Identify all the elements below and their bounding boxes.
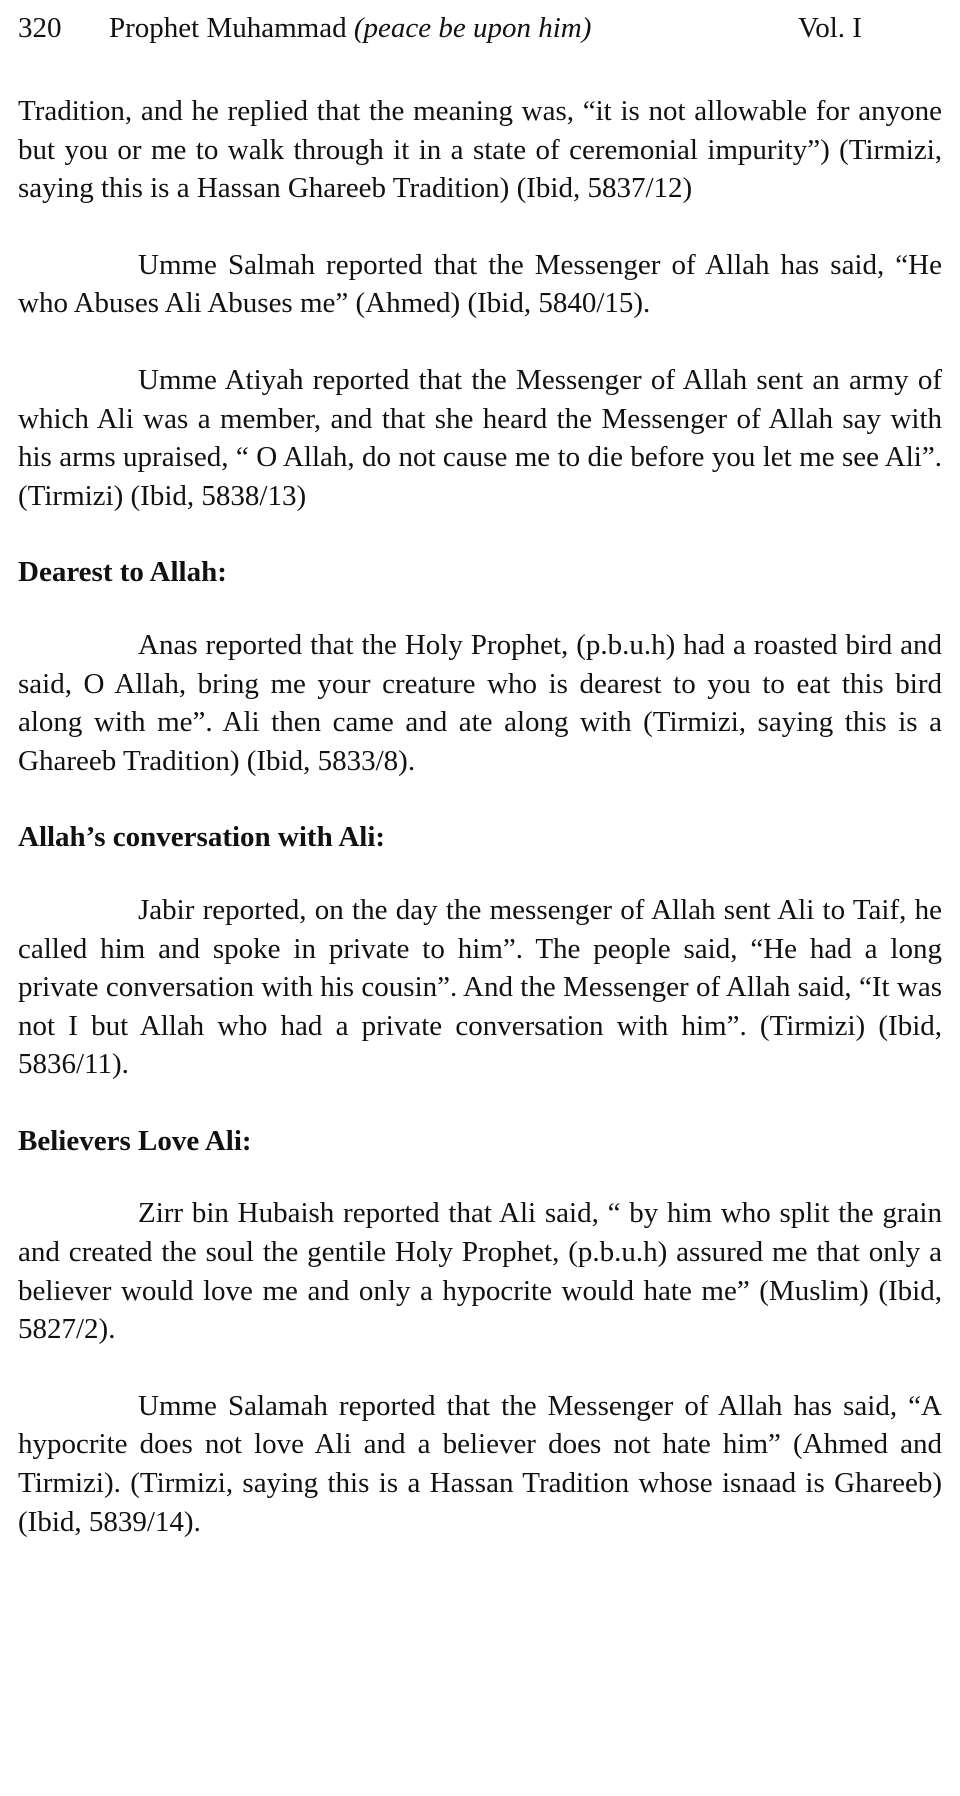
book-page: [18, 0, 942, 1796]
book-title-qualifier: (peace be upon him): [353, 12, 592, 44]
body-text: [18, 92, 942, 1579]
book-title: [109, 6, 591, 50]
paragraph-jabir: Jabir reported, on the day the messenger of Allah sent Ali to Taif, he called him and spoke in private to him”. The people said, “He had a long private conversation with his cousin”. And the Messenger of Allah said, “It was not I but Allah who had a private conversation with him”. (Tirmizi) (Ibid, 5836/11).: [18, 893, 942, 1081]
running-header: [18, 6, 942, 50]
paragraph-zirr-bin-hubaish: Zirr bin Hubaish reported that Ali said, “ by him who split the grain and created the soul the gentile Holy Prophet, (p.b.u.h) assured me that only a believer would love me and only a hypocrite would hate me” (Muslim) (Ibid, 5827/2).: [18, 1197, 942, 1346]
page-number: 320: [18, 12, 62, 44]
section-heading-allahs-conversation: Allah’s conversation with Ali:: [18, 821, 386, 854]
paragraph-umme-salmah: Umme Salmah reported that the Messenger of Allah has said, “He who Abuses Ali Abuses me” (Ahmed) (Ibid, 5840/15).: [18, 248, 942, 320]
section-heading-dearest-to-allah: Dearest to Allah:: [18, 556, 227, 589]
volume-label: Vol. I: [798, 12, 862, 44]
section-heading-believers-love-ali: Believers Love Ali:: [18, 1124, 252, 1157]
paragraph-umme-salamah: Umme Salamah reported that the Messenger of Allah has said, “A hypocrite does not love Ali and a believer does not hate him” (Ahmed and Tirmizi). (Tirmizi, saying this is a Hassan Tradition whose isnaad is Ghareeb) (Ibid, 5839/14).: [18, 1389, 942, 1538]
paragraph-anas: Anas reported that the Holy Prophet, (p.b.u.h) had a roasted bird and said, O Allah, bring me your creature who is dearest to you to eat this bird along with me”. Ali then came and ate along with (Tirmizi, saying this is a Ghareeb Tradition) (Ibid, 5833/8).: [18, 628, 942, 777]
book-title-main: Prophet Muhammad: [109, 12, 347, 44]
paragraph-umme-atiyah: Umme Atiyah reported that the Messenger of Allah sent an army of which Ali was a member, and that she heard the Messenger of Allah say with his arms upraised, “ O Allah, do not cause me to die before you let me see Ali”. (Tirmizi) (Ibid, 5838/13): [18, 363, 942, 512]
paragraph-continued: Tradition, and he replied that the meaning was, “it is not allowable for anyone but you or me to walk through it in a state of ceremonial impurity”) (Tirmizi, saying this is a Hassan Ghareeb Tradition) (Ibid, 5837/12): [18, 95, 942, 205]
